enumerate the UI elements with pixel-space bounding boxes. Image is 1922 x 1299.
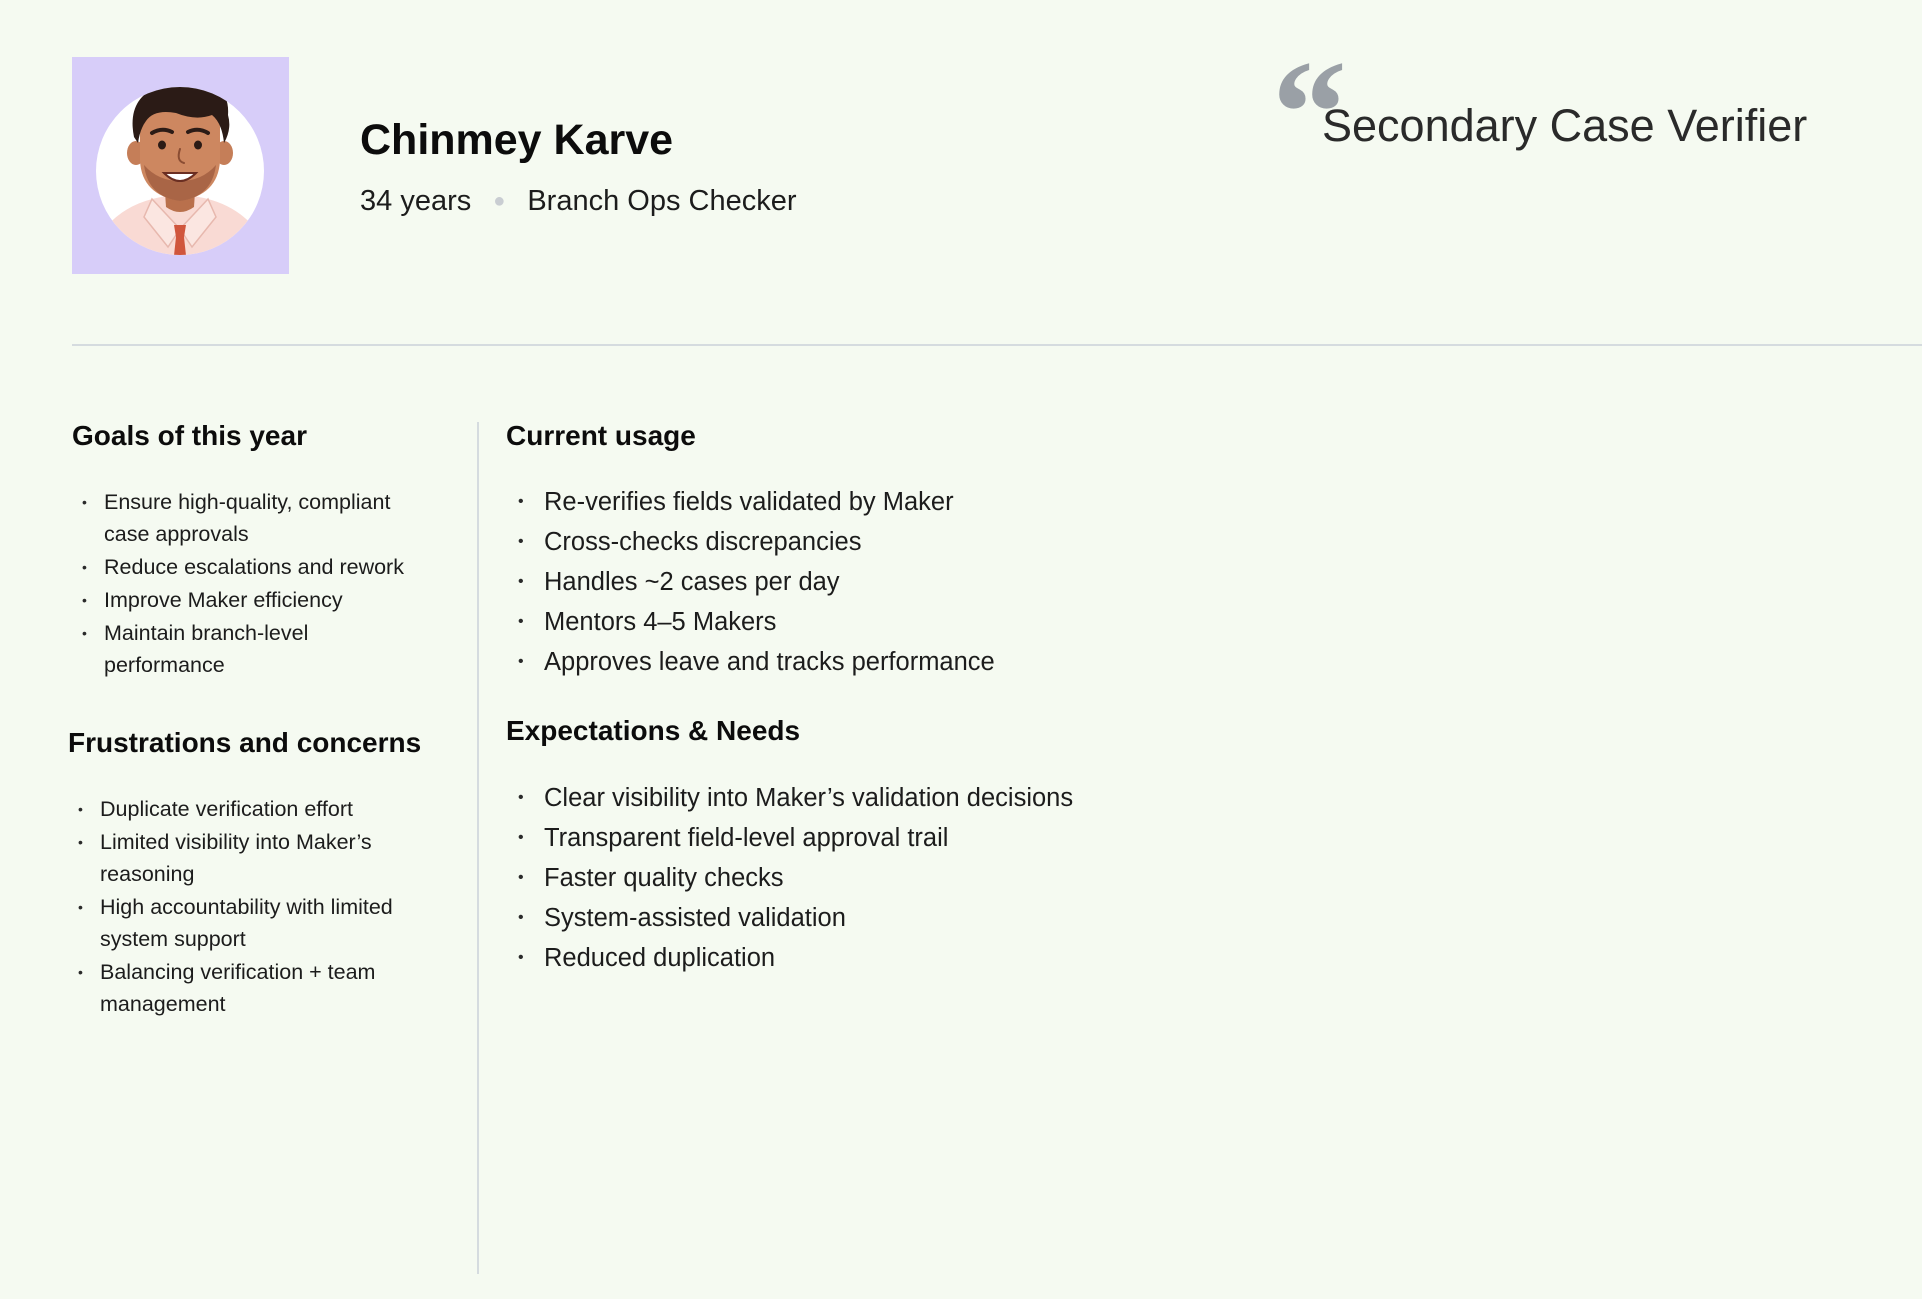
list-item: • Maintain branch-level performance [72,617,417,681]
list-item: • Balancing verification + team management [68,956,413,1020]
list-item: • Handles ~2 cases per day [506,562,995,602]
goals-heading: Goals of this year [72,420,307,451]
usage-heading: Current usage [506,420,696,451]
persona-title: Secondary Case Verifier [1322,100,1808,151]
persona-role: Branch Ops Checker [527,185,797,217]
list-item: • System-assisted validation [506,898,1073,938]
needs-heading: Expectations & Needs [506,715,801,746]
list-item: • Limited visibility into Maker’s reasoning [68,826,413,890]
list-item: • Transparent field-level approval trail [506,818,1073,858]
list-item: • Re-verifies fields validated by Maker [506,482,995,522]
list-item: • Clear visibility into Maker’s validation decisions [506,778,1073,818]
persona-age: 34 years [360,185,472,217]
usage-list [506,482,995,682]
list-item: • Cross-checks discrepancies [506,522,995,562]
quote-mark-icon: “ [1272,30,1347,196]
list-item: • Reduce escalations and rework [72,551,417,583]
list-item: • Faster quality checks [506,858,1073,898]
needs-list [506,778,1073,978]
person-avatar-icon [72,57,289,274]
list-item: • High accountability with limited system support [68,891,413,955]
list-item: • Duplicate verification effort [68,793,413,825]
frustrations-heading: Frustrations and concerns [68,727,422,758]
list-item: • Approves leave and tracks performance [506,642,995,682]
list-item: • Improve Maker efficiency [72,584,417,616]
separator-dot-icon: ● [493,190,506,212]
goals-list [72,486,417,682]
frustrations-list [68,793,413,1021]
list-item: • Mentors 4–5 Makers [506,602,995,642]
list-item: • Reduced duplication [506,938,1073,978]
persona-name: Chinmey Karve [360,116,674,164]
persona-meta [360,185,797,218]
persona-avatar [72,57,289,274]
header-divider [72,344,1922,346]
column-divider [477,422,479,1274]
list-item: • Ensure high-quality, compliant case approvals [72,486,417,550]
